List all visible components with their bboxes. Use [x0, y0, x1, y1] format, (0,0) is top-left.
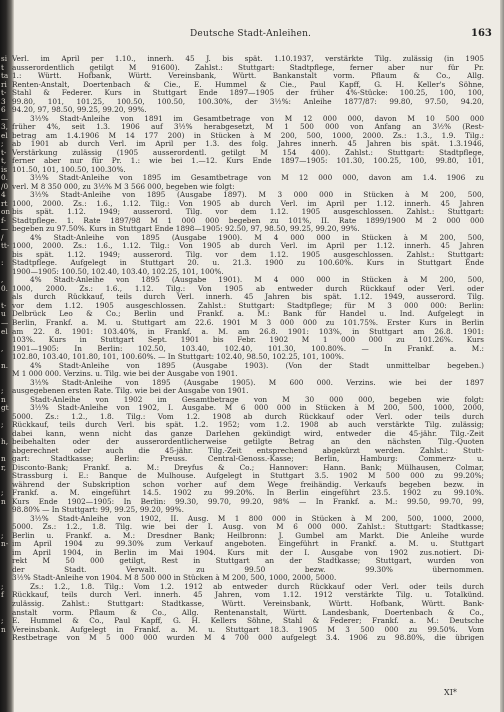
- facing-page-fragment: 3: [1, 97, 6, 106]
- section-heading-line: Stadt-Anleihe von 1902 im Gesamtbetrage von M 30 000 000, begeben wie folgt:: [30, 395, 484, 404]
- text-line: Stadtpflege. 1. Rate 1897/98 M 1 000 000 begeben zu 101%, II. Rate 1899/1900 M 2 000 000: [12, 216, 484, 225]
- text-line: zulässig. Zahlst.: Stuttgart: Stadtkasse, Württ. Vereinsbank, Württ. Hofbank, Württ. Bank-: [12, 600, 484, 608]
- text-line: anstalt vorm. Pflaum & Co., Allg. Rentenanstalt, Württ. Landesbank, Doertenbach & Co.,: [12, 608, 484, 617]
- section-heading-line: 3½% Stadt-Anleihe von 1895 (Ausgabe 1905). M 600 000. Verzins. wie bei der 1897: [30, 378, 484, 387]
- text-line: 101.50, 101, 100.50, 100.30%.: [12, 165, 126, 174]
- text-line: früher 4%, seit 1.3. 1906 auf 3½% herabgesetzt, M 1 500 000 von Anfang an 3½% (Rest-: [12, 123, 484, 132]
- facing-page-fragment: 0.: [1, 284, 8, 293]
- text-line: 1900—1905: 100.50, 102.40, 103.40, 102.25, 101, 100%.: [12, 267, 224, 276]
- text-line: Disconto-Bank; Frankf. a. M.: Dreyfus & Co.; Hannover: Hann. Bank; Mülhausen, Colmar,: [12, 463, 484, 472]
- facing-page-fragment: —: [1, 318, 9, 327]
- section-heading-line: 4% Stadt-Anleihe von 1895 (Ausgabe 1903). (Von der Stadt unmittelbar begeben.): [30, 361, 484, 370]
- facing-page-fragment: /: [1, 233, 4, 242]
- facing-page-fragment: ;: [1, 489, 4, 498]
- facing-page-fragment: t,: [1, 157, 7, 166]
- facing-page-fragment: ;: [1, 531, 4, 540]
- facing-page-fragment: ,: [1, 344, 4, 353]
- facing-page-fragment: 6: [1, 106, 6, 115]
- text-line: rekt M 50 000 getilgt, Rest in Stuttgart an der Stadtkasse; Stuttgart, wurden von: [12, 557, 484, 566]
- facing-page-fragment: 0.: [1, 174, 8, 183]
- text-line: Rückkauf, teils durch Verl. innerh. 45 Jahren, vom 1.12. 1912 verstärkte Tilg. u. Totalkünd.: [12, 591, 484, 600]
- text-line: Vereinsbank. Aufgelegt in Frankf. a. M. u. Stuttgart 18.3. 1905 M 3 500 000 zu 99.50%. Vom: [12, 625, 484, 634]
- section-heading-line: Zs.: 1.2., 1.8. Tilg.: Vom 1.2. 1912 ab entweder durch Rückkauf oder Verl. oder teils durch: [30, 582, 484, 591]
- facing-page-fragment: —: [1, 114, 9, 123]
- facing-page-fragment: n: [1, 625, 6, 634]
- facing-page-fragment: [1, 643, 13, 652]
- facing-page-fragment: n.: [1, 361, 9, 370]
- facing-page-fragment: ;: [1, 617, 4, 626]
- text-line: 3½% Stadt-Anleihe von 1904. M 8 500 000 in Stücken à M 200, 500, 1000, 2000, 5000.: [12, 574, 337, 583]
- text-line: ferner aber nur für Pr. 1.: wie bei 1.—12. Kurs Ende 1897—1905: 101.30, 100.25, 100, 99.80, 101,: [12, 157, 484, 166]
- text-line: Verstärkung zulässig (1905 ausserordentl. getilgt M 154 400). Zahlst.: Stuttgart: Stadtpflege,: [12, 148, 484, 157]
- facing-page-fragment: ,: [1, 276, 4, 285]
- facing-page-fragment: [1, 685, 13, 694]
- text-line: Rückkauf, teils durch Verl. bis spät. 1.2. 1952; vom 1.2. 1908 ab auch verstärkte Tilg. zulässig;: [12, 421, 484, 430]
- text-line: 5000. Zs.: 1.2., 1.8. Tilg. wie bei der I. Ausg. von M 6 000 000. Zahlst.: Stuttgart: Stadtkasse;: [12, 523, 484, 532]
- section-heading-line: 3½% Stadt-Anleihe von 1895 (Ausgabe 1897). M 3 000 000 in Stücken à M 200, 500,: [30, 191, 484, 200]
- text-line: bis spät. 1.12. 1949; ausserord. Tilg. vor dem 1.12. 1905 ausgeschlossen. Zahlst.: Stuttgart:: [12, 250, 484, 259]
- text-line: 1000, 2000. Zs.: 1.6., 1.12. Tilg.: Von 1905 ab durch Verl. im April per 1.12. innerh. 45 Jahren: [12, 242, 484, 251]
- facing-page-fragment: 4: [1, 191, 6, 200]
- text-line: Berlin u. Frankf. a. M.: Dresdner Bank; Heilbronn: J. Gumbel am Markt. Die Anleihe wurde: [12, 531, 484, 540]
- text-line: beibehalten oder der ausserordentlicherweise getilgte Betrag an den nächsten Tilg.-Quoten: [12, 438, 484, 447]
- facing-page-fragment: 3,: [1, 123, 8, 132]
- text-line: ab 1901 ab durch Verl. im April per 1.3. des folg. Jahres innerh. 45 Jahren bis spät. 1.3.1946,: [12, 140, 484, 149]
- facing-page-fragment: is: [1, 165, 8, 174]
- text-line: Verl. im April per 1.10., innerh. 45 J. bis spät. 1.10.1937, verstärkte Tilg. zulässig (in 1905: [12, 55, 484, 63]
- facing-page-fragment: n: [1, 455, 6, 464]
- page-right-edge: [500, 0, 504, 712]
- text-line: ausgegebenen ersten Rate. Tilg. wie bei der Ausgabe von 1901.: [12, 387, 249, 396]
- text-line: 94.20, 97, 98.50, 99.25, 99.20, 99%.: [12, 106, 147, 115]
- text-line: 98.80% — In Stuttgart: 99, 99.25, 99.20, 99%.: [12, 506, 184, 515]
- text-line: gart: Stadtkasse; Berlin: Preuss. Central-Genoss.-Kasse; Berlin, Hamburg: Commerz- u.: [12, 455, 484, 464]
- section-heading-line: 3½% Stadt-Anleihe von 1891 im Gesamtbetrage von M 12 000 000, davon M 10 500 000: [30, 114, 484, 123]
- text-line: vor dem 1.12. 1905 ausgeschlossen. Zahlst.: Stuttgart: Stadtpflege; für M 3 000 000: Berlin:: [12, 301, 484, 310]
- facing-page-fragment: r,: [1, 463, 7, 472]
- text-line: Stadtpflege. Aufgelegt in Stuttgart 20. u. 21.3. 1900 zu 100.60%. Kurs in Stuttgart Ende: [12, 259, 484, 268]
- text-line: E. Hummel & Co., Paul Kapff, G. H. Kellers Söhne, Stahl & Federer; Frankf. a. M.: Deutsche: [12, 617, 484, 626]
- text-line: als durch Rückkauf, teils durch Verl. innerh. 45 Jahren bis spät. 1.12. 1949, ausserord. Tilg.: [12, 293, 484, 302]
- section-heading-line: 4% Stadt-Anleihe von 1895 (Ausgabe 1900). M 4 000 000 in Stücken à M 200, 500,: [30, 233, 484, 242]
- facing-page-fragment: t-: [1, 148, 7, 157]
- text-line: im April 1904 zu 99.30% zum Verkauf angeboten. Eingeführt in Frankf. a. M. u. Stuttgart: [12, 540, 484, 549]
- section-heading-line: 3½% Stadt-Anleihe von 1902, II. Ausg. M 1 800 000 in Stücken à M 200, 500, 1000, 2000,: [30, 514, 484, 523]
- facing-page-fragment: n: [1, 497, 6, 506]
- text-line: 1000, 2000. Zs.: 1.6., 1.12. Tilg.: Von 1905 ab durch Verl. im April per 1.12. innerh. 45 Jahren: [12, 199, 484, 208]
- facing-page-fragment: ri: [1, 80, 7, 89]
- text-line: Stahl & Federer. Kurs in Stuttgart Ende 1897—1905 der früher 4%-Stücke: 100.25, 100, 100,: [12, 89, 484, 98]
- text-line: 99.80, 101, 101.25, 100.50, 100.50, 100.30%, der 3½%: Anleihe 1877/87: 99.80, 97.50, 94.20,: [12, 97, 484, 106]
- text-line: 102.80, 103.40, 101.80, 101, 100.60%. — In Stuttgart: 102.40, 98.50, 102.25, 101, 100%.: [12, 353, 345, 362]
- text-line: betrag am 1.4.1906 M 14 177 200) in Stücken à M 200, 500, 1000, 2000. Zs.: 1.3., 1.9. Tilg.:: [12, 131, 484, 140]
- text-line: abgerechnet oder auch die 45-jähr. Tilg.-Zeit entsprechend abgekürzt werden. Zahlst.: Stutt-: [12, 446, 484, 455]
- facing-page-fragment: :: [1, 259, 4, 268]
- page-number: 163: [471, 28, 492, 39]
- text-line: 103%. Kurs in Stuttgart Sept. 1901 bis Febr. 1902 M 1 000 000 zu 101.26%. Kurs: [12, 336, 484, 345]
- facing-page-fragment: [1, 651, 13, 660]
- facing-page-fragment: t-: [1, 301, 7, 310]
- facing-page-fragment: f-: [1, 216, 6, 225]
- text-line: dabei kann, wenn nicht das ganze Darlehen gekündigt wird, entweder die 45-jähr. Tilg.-Zeit: [12, 429, 484, 438]
- signature-mark: XI*: [444, 688, 457, 697]
- running-header-title: Deutsche Stadt-Anleihen.: [190, 29, 312, 39]
- text-line: 1.: Württ. Hofbank, Württ. Vereinsbank, Württ. Bankanstalt vorm. Pflaum & Co., Allg.: [12, 72, 484, 81]
- facing-page-fragment: ;: [1, 421, 4, 430]
- facing-page-fragment: n-: [1, 540, 9, 549]
- facing-page-fragment: /0: [1, 182, 9, 191]
- facing-page-fragment: [1, 660, 13, 669]
- facing-page-fragment: t: [1, 63, 4, 72]
- facing-page-fragment: el: [1, 327, 8, 336]
- facing-page-fragment: [1, 702, 13, 711]
- facing-page-fragment: on: [1, 208, 11, 217]
- facing-page-fragment: n: [1, 395, 6, 404]
- text-line: begeben zu 97.50%. Kurs in Stuttgart Ende 1898—1905: 92.50, 97, 98.50, 99.25, 99.20, 99%.: [12, 225, 360, 234]
- text-line: 5000. Zs.: 1.2., 1.8. Tilg.: Vom 1.2. 1908 ab durch Rückkauf oder Verl. oder teils durch: [12, 412, 484, 421]
- facing-page-fragment: [1, 694, 13, 703]
- text-line: Frankf. a. M. eingeführt 14.5. 1902 zu 99.20%. In Berlin eingeführt 23.5. 1902 zu 99.10%.: [12, 489, 484, 498]
- text-line: Renten-Anstalt, Doertenbach & Cie., E. Hummel & Cie., Paul Kapff, G. H. Keller's Söhne,: [12, 80, 484, 89]
- text-line: verl. M 8 350 000, zu 3½% M 3 566 000, begeben wie folgt:: [12, 182, 235, 191]
- text-line: ausserordentlich getilgt M 91600). Zahlst.: Stuttgart: Stadtpflege, ferner aber nur für Pr.: [12, 63, 484, 72]
- section-heading-line: 3½% Stadt-Anleihe von 1902, I. Ausgabe. M 6 000 000 in Stücken à M 200, 500, 1000, 2000,: [30, 404, 484, 413]
- text-line: Berlin, Frankf. a. M. u. Stuttgart am 22.6. 1901 M 3 000 000 zu 101.75%. Erster Kurs in Berlin: [12, 318, 484, 327]
- facing-page-fragment: u: [1, 310, 6, 319]
- text-line: im April 1904, in Berlin im Mai 1904. Kurs mit der I. Ausgabe von 1902 zus.notiert. Di-: [12, 548, 484, 557]
- facing-page-fragment: —: [1, 225, 9, 234]
- text-line: Kurs Ende 1902—1905: In Berlin: 99.30, 99.70, 99.20, 98% — In Frankf. a. M.: 99.50, 99.70, 99,: [12, 497, 484, 506]
- text-line: 1901—1905: In Berlin: 102.50, 103.40, 102.40, 101.30, 100.80%. — In Frankf. a. M.:: [12, 344, 484, 353]
- facing-page-fragment: ta: [1, 72, 9, 81]
- text-line: während der Subskription schon vorher auf dem Wege freihändig. Verkaufs begeben bezw. in: [12, 480, 484, 489]
- text-line: Strassburg i. E.: Banque de Mulhouse. Aufgelegt in Stuttgart 3.5. 1902 M 500 000 zu 99.20%;: [12, 472, 484, 481]
- body-text: [12, 55, 484, 643]
- text-line: 1000, 2000. Zs.: 1.6., 1.12. Tilg.: Von 1905 ab entweder durch Rückkauf oder Verl. oder: [12, 284, 484, 293]
- facing-page-fragment: [1, 677, 13, 686]
- facing-page-fragment: gt: [1, 404, 9, 413]
- facing-page-fragment: si: [1, 55, 8, 63]
- facing-page-fragment: h,: [1, 438, 9, 447]
- facing-page-fragment: f: [1, 591, 4, 600]
- text-line: M 1 000 000. Verzins. u. Tilg. wie bei der Ausgabe von 1901.: [12, 370, 238, 379]
- section-heading-line: 4% Stadt-Anleihe von 1895 (Ausgabe 1901). M 4 000 000 in Stücken à M 200, 500,: [30, 276, 484, 285]
- section-heading-line: 3½% Stadt-Anleihe von 1895 im Gesamtbetrage von M 12 000 000, davon am 1.4. 1906 zu: [30, 174, 484, 183]
- text-line: Delbrück Leo & Co.; Berlin und Frankf. a. M.: Bank für Handel u. Ind. Aufgelegt in: [12, 310, 484, 319]
- facing-page-fragment: ;: [1, 387, 4, 396]
- text-line: bis spät. 1.12. 1949; ausserord. Tilg. vor dem 1.12. 1905 ausgeschlossen. Zahlst.: Stuttgart:: [12, 208, 484, 217]
- facing-page-fragment: [1, 668, 13, 677]
- text-line: Restbetrage von M 5 000 000 wurden M 4 700 000 aufgelegt 3.4. 1906 zu 98.80%, die übrigen: [12, 634, 484, 643]
- facing-page-fragment: tt-: [1, 242, 10, 251]
- facing-page-fragment: rt: [1, 199, 8, 208]
- text-line: der Stadt. Verwalt. zu 99.50 bezw. 99.30% übernommen.: [12, 565, 484, 574]
- facing-page-fragment: t-: [1, 89, 7, 98]
- facing-page-fragment: ;: [1, 582, 4, 591]
- facing-page-fragment: ;: [1, 140, 4, 149]
- facing-page-fragment: el: [1, 131, 8, 140]
- text-line: am 22. 8. 1901: 103.40%, in Frankf. a. M. am 26.8. 1901: 103%, in Stuttgart am 26.8. 1901:: [12, 327, 484, 336]
